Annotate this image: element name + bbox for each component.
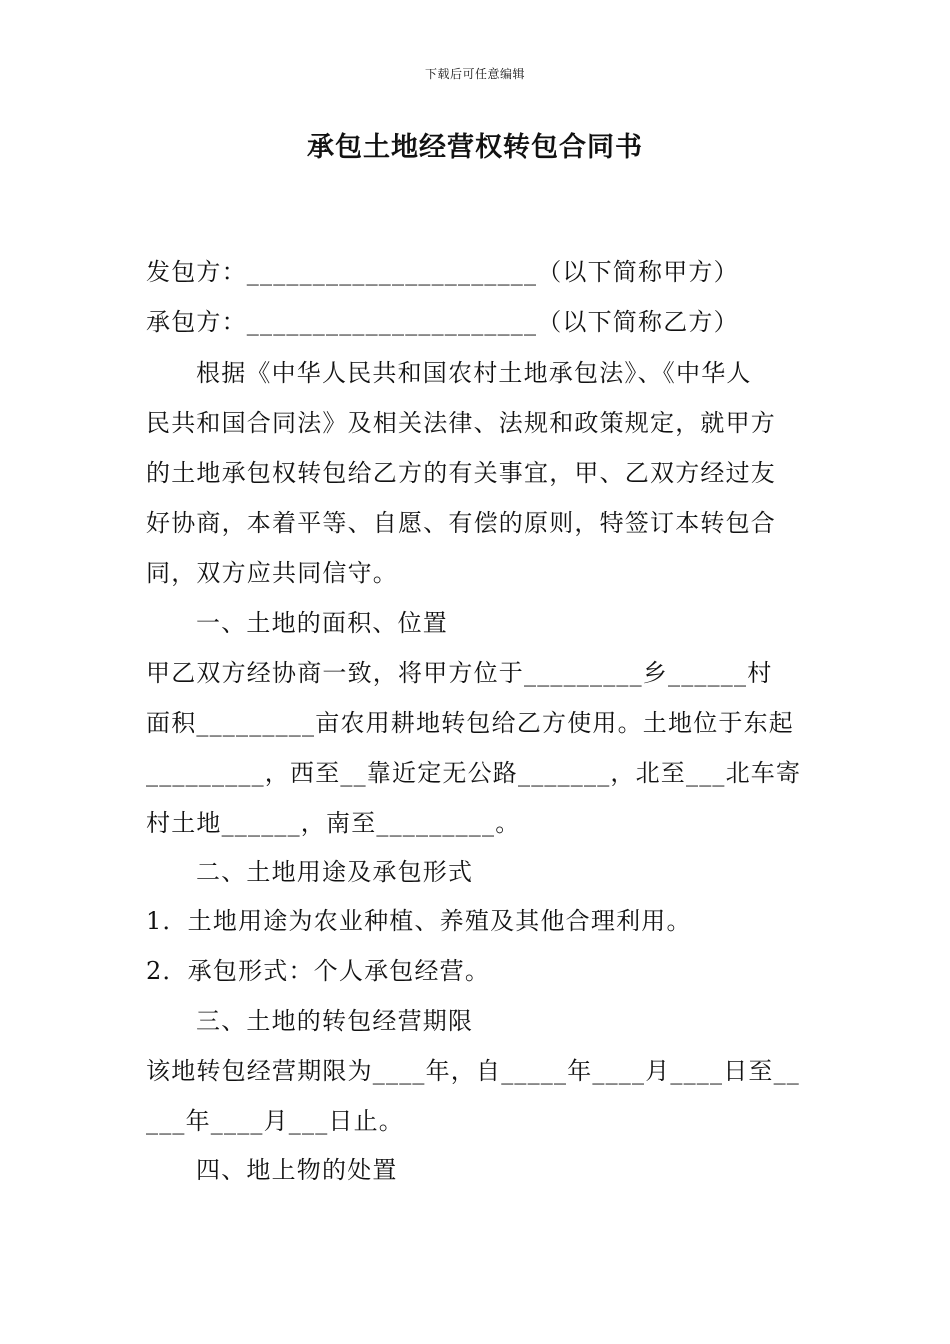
- section-heading-2: 二、土地用途及承包形式: [196, 858, 474, 886]
- section-heading-3: 三、土地的转包经营期限: [196, 1007, 474, 1035]
- preamble-line-4: 好协商，本着平等、自愿、有偿的原则，特签订本转包合: [146, 509, 776, 537]
- section-3-line-1: 该地转包经营期限为____年，自_____年____月____日至__: [146, 1057, 800, 1085]
- document-title: 承包土地经营权转包合同书: [307, 132, 643, 163]
- section-3-line-2: ___年____月___日止。: [146, 1107, 404, 1135]
- section-1-line-2: 面积_________亩农用耕地转包给乙方使用。土地位于东起: [146, 709, 794, 737]
- preamble-line-1: 根据《中华人民共和国农村土地承包法》、《中华人: [196, 359, 752, 387]
- section-heading-1: 一、土地的面积、位置: [196, 609, 448, 637]
- section-1-line-1: 甲乙双方经协商一致，将甲方位于_________乡______村: [146, 659, 773, 687]
- preamble-line-5: 同，双方应共同信守。: [146, 559, 398, 587]
- section-1-line-4: 村土地______，南至_________。: [146, 809, 521, 837]
- preamble-line-3: 的土地承包权转包给乙方的有关事宜，甲、乙双方经过友: [146, 459, 776, 487]
- section-1-line-3: _________，西至__靠近定无公路_______，北至___北车寄: [146, 759, 802, 787]
- section-heading-4: 四、地上物的处置: [196, 1156, 398, 1184]
- contractor-a-line: 发包方：______________________（以下简称甲方）: [146, 258, 739, 286]
- contractor-b-line: 承包方：______________________（以下简称乙方）: [146, 308, 739, 336]
- preamble-line-2: 民共和国合同法》及相关法律、法规和政策规定，就甲方: [146, 409, 776, 437]
- header-note: 下载后可任意编辑: [424, 67, 525, 81]
- section-2-item-1: 1．土地用途为农业种植、养殖及其他合理利用。: [146, 907, 692, 935]
- section-2-item-2: 2．承包形式：个人承包经营。: [146, 957, 491, 985]
